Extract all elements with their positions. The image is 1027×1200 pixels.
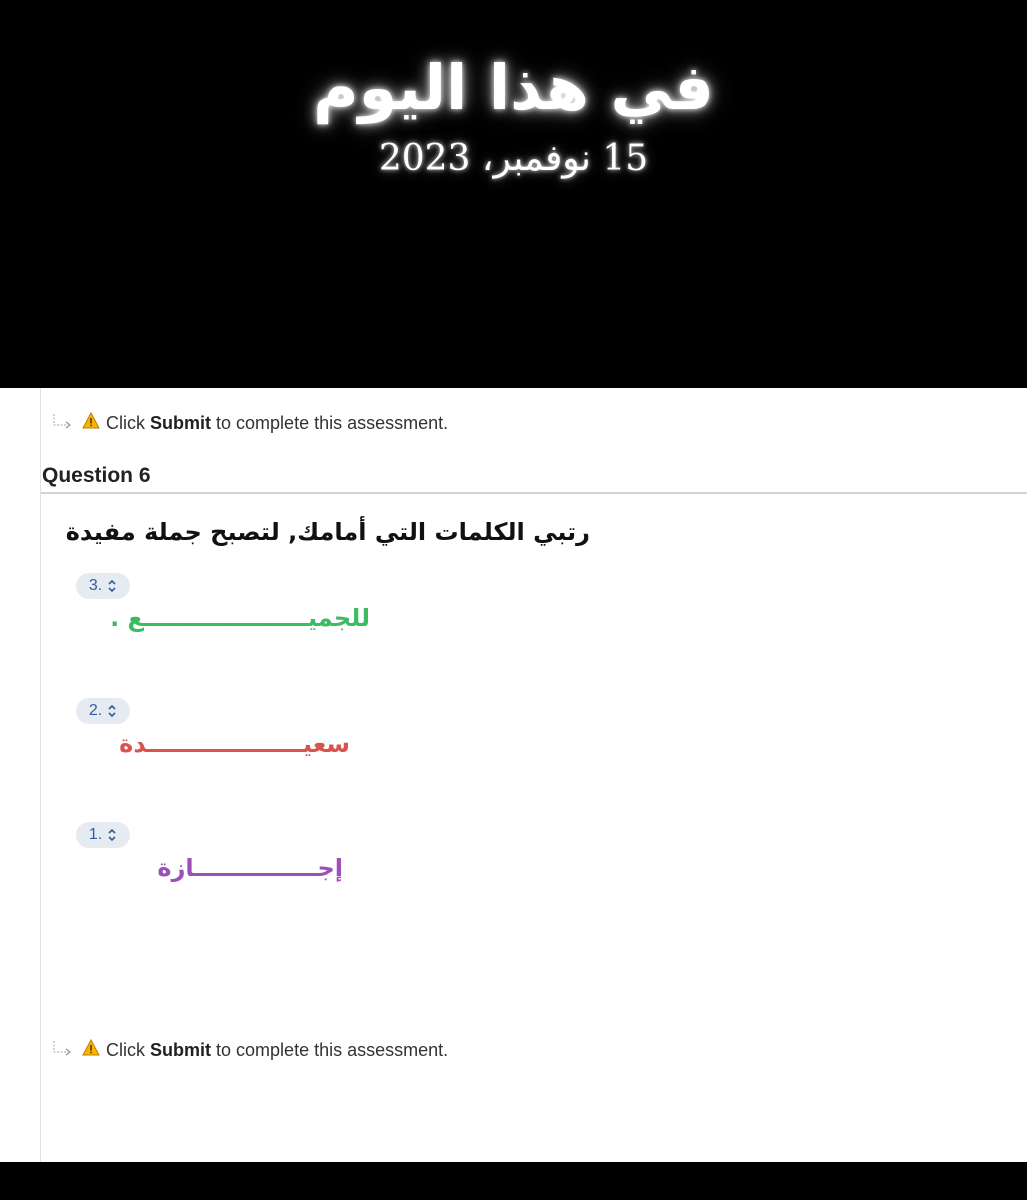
bottom-strip bbox=[0, 1162, 1027, 1200]
submit-link[interactable]: Submit bbox=[150, 412, 212, 433]
banner-title: في هذا اليوم bbox=[313, 51, 714, 124]
banner bbox=[0, 0, 1027, 388]
notice-suffix: to complete this assessment. bbox=[216, 412, 449, 433]
submit-link[interactable]: Submit bbox=[150, 1039, 212, 1060]
assessment-panel bbox=[0, 388, 1027, 1162]
question-divider bbox=[41, 492, 1027, 494]
panel-border bbox=[40, 388, 41, 1162]
updown-chevron-icon bbox=[107, 704, 117, 718]
submit-notice-bottom bbox=[50, 1035, 448, 1065]
order-value: 2. bbox=[88, 702, 103, 719]
answer-word-1: للجميــــــــــــــــــــع . bbox=[110, 604, 370, 632]
notice-prefix: Click bbox=[106, 412, 145, 433]
warning-icon bbox=[82, 412, 100, 434]
updown-chevron-icon bbox=[107, 828, 117, 842]
question-title: Question 6 bbox=[42, 464, 151, 487]
return-arrow-icon bbox=[50, 1039, 76, 1061]
notice-suffix: to complete this assessment. bbox=[216, 1039, 449, 1060]
order-select-3[interactable] bbox=[76, 822, 130, 848]
order-select-1[interactable] bbox=[76, 573, 130, 599]
order-value: 3. bbox=[88, 577, 103, 594]
order-value: 1. bbox=[88, 826, 103, 843]
notice-prefix: Click bbox=[106, 1039, 145, 1060]
question-text: رتبي الكلمات التي أمامك, لتصبح جملة مفيدة bbox=[65, 518, 590, 546]
answer-word-3: إجـــــــــــــــازة bbox=[157, 854, 343, 882]
submit-notice-top bbox=[50, 408, 448, 438]
banner-date: 15 نوفمبر، 2023 bbox=[378, 138, 649, 179]
answer-word-2: سعيـــــــــــــــــــدة bbox=[119, 730, 350, 758]
warning-icon bbox=[82, 1039, 100, 1061]
order-select-2[interactable] bbox=[76, 698, 130, 724]
updown-chevron-icon bbox=[107, 579, 117, 593]
return-arrow-icon bbox=[50, 412, 76, 434]
